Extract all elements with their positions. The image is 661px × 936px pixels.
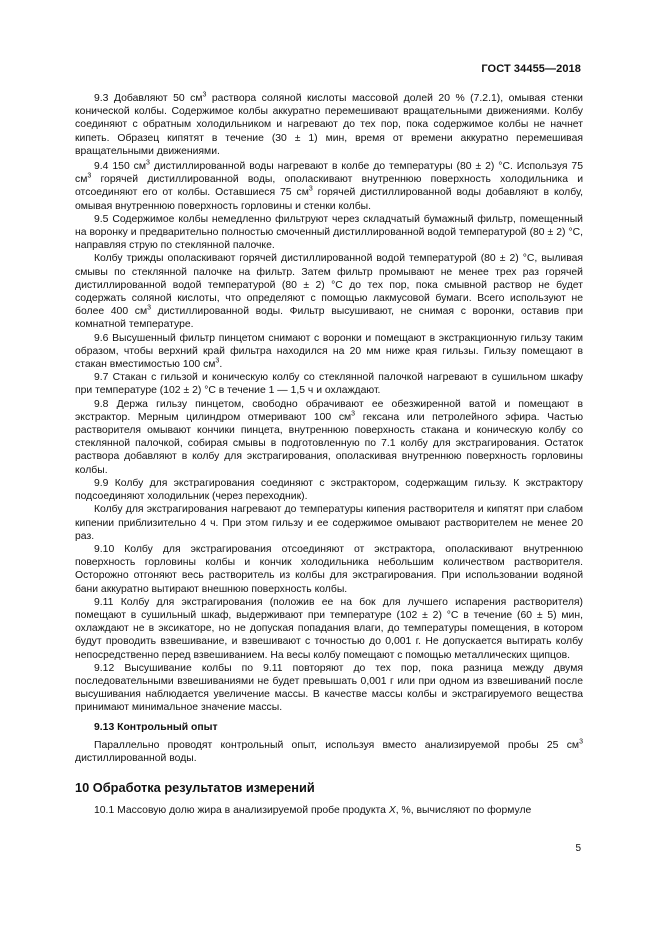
paragraph-10-1: 10.1 Массовую долю жира в анализируемой пробе продукта X, %, вычисляют по формуле: [94, 805, 532, 817]
paragraph-9-5: 9.5 Содержимое колбы немедленно фильтруют через складчатый бумажный фильтр, помещенный на воронку и предварительно полностью смоченный дистиллированной водой температурой (80 ± 2) °С, направляя струю по стеклянной палочке.: [75, 213, 583, 252]
subsection-heading-9-13: 9.13 Контрольный опыт: [94, 721, 218, 733]
paragraph-9-13: Параллельно проводят контрольный опыт, используя вместо анализируемой пробы 25 $см^3$ дистиллированной воды.: [75, 738, 583, 764]
paragraph-9-6: 9.6 Высушенный фильтр пинцетом снимают с воронки и помещают в экстракционную гильзу таким образом, чтобы верхний край фильтра находился на 20 мм ниже края гильзы. Гильзу помещают в стакан вместимостью 100 $см^3$.: [75, 332, 583, 371]
paragraph-9-11: 9.11 Колбу для экстрагирования (положив ее на бок для лучшего испарения растворителя) помещают в сушильный шкаф, выдерживают при температуре (102 ± 2) °С в течение (60 ± 5) мин, охлаждают не в эксикаторе, но не допуская попадания влаги, до температуры помещения, в котором будут проводить взвешивание, и взвешивают с точностью до 0,001 г. Не допускается вытирать колбу непосредственно перед взвешиванием. На весы колбу помещают с помощью металлических щипцов.: [75, 596, 583, 661]
paragraph-9-4: 9.4 150 $см^3$ дистиллированной воды нагревают в колбе до температуры (80 ± 2) °С. Используя 75 $см^3$ горячей дистиллированной воды, ополаскивают внутреннюю поверхность холодильника и отсоединяют его от колбы. Оставшиеся 75 $см^3$ горячей дистиллированной воды добавляют в колбу, омывая внутреннюю поверхность горловины и стенки колбы.: [75, 159, 583, 212]
paragraph-9-8: 9.8 Держа гильзу пинцетом, свободно обрачивают ее обезжиренной ватой и помещают в экстрактор. Мерным цилиндром отмеривают 100 $см^3$ гексана или петролейного эфира. Частью растворителя омывают кончики пинцета, внутреннюю поверхность стакана и коническую колбу со стеклянной палочкой, собирая смывы в подготовленную по 7.1 колбу для экстрагирования. Остаток раствора добавляют в колбу для экстрагирования, ополаскивая внутреннюю поверхность горловины колбы.: [75, 398, 583, 476]
paragraph-9-12: 9.12 Высушивание колбы по 9.11 повторяют до тех пор, пока разница между двумя последовательными взвешиваниями не будет превышать 0,001 г или при одном из взвешиваний после высушивания наблюдается увеличение массы. В качестве массы колбы и экстрагируемого вещества принимают минимальное значение массы.: [75, 662, 583, 714]
paragraph-9-9-continued: Колбу для экстрагирования нагревают до температуры кипения растворителя и кипятят при слабом кипении приблизительно 4 ч. При этом гильзу и ее содержимое омывают растворителем не менее 20 раз.: [75, 504, 583, 542]
paragraph-9-7: 9.7 Стакан с гильзой и коническую колбу со стеклянной палочкой нагревают в сушильном шкафу при температуре (102 ± 2) °С в течение 1 — 1,5 ч и охлаждают.: [75, 372, 583, 397]
document-body: [75, 92, 583, 818]
paragraph-9-3: 9.3 Добавляют 50 $см^3$ раствора соляной кислоты массовой долей 20 % (7.2.1), омывая стенки конической колбы. Содержимое колбы аккуратно перемешивают вращательными движениями. Колбу соединяют с обратным холодильником и нагревают до тех пор, пока содержимое колбы не начнет кипеть. Образец кипятят в течение (30 ± 1) мин, время от времени аккуратно перемешивая вращательными движениями.: [75, 91, 583, 157]
paragraph-9-10: 9.10 Колбу для экстрагирования отсоединяют от экстрактора, ополаскивают внутреннюю поверхность горловины колбы и кончик холодильника небольшим количеством растворителя. Осторожно отгоняют весь растворитель из колбы для экстрагирования. При использовании водяной бани аккуратно вытирают внешнюю поверхность колбы.: [75, 543, 583, 595]
standard-header: ГОСТ 34455—2018: [481, 63, 581, 75]
paragraph-9-5-continued: Колбу трижды ополаскивают горячей дистиллированной водой температурой (80 ± 2) °С, выливая смывы по стеклянной палочке на фильтр. Затем фильтр промывают не менее трех раз горячей дистиллированной водой температурой (80 ± 2) °С до тех пор, пока смывной раствор не будет содержать соляной кислоты, что определяют с помощью лакмусовой бумаги. Всего используют не более 400 $см^3$ дистиллированной воды. Фильтр высушивают, не снимая с воронки, оставив при комнатной температуре.: [75, 253, 583, 331]
paragraph-9-9: 9.9 Колбу для экстрагирования соединяют с экстрактором, содержащим гильзу. К экстрактору подсоединяют холодильник (через переходник).: [75, 477, 583, 503]
section-heading-10: 10 Обработка результатов измерений: [75, 780, 315, 796]
page-number: 5: [575, 843, 581, 854]
